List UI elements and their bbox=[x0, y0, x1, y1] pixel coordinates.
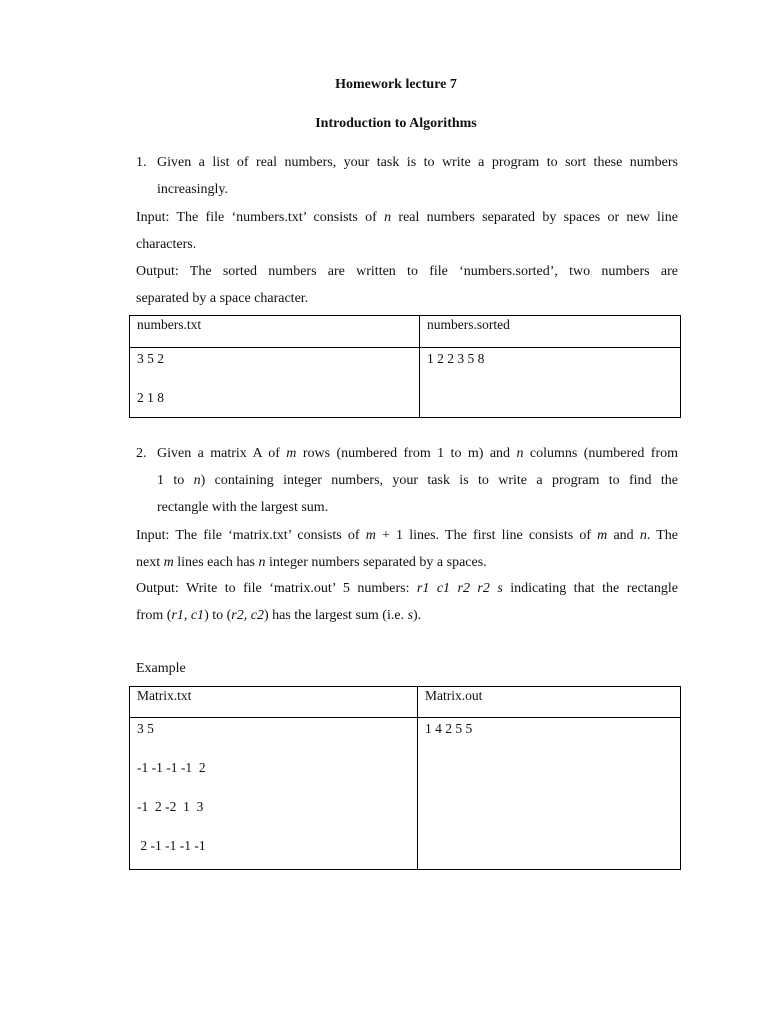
cell-line: 3 5 bbox=[137, 721, 154, 736]
cell-line: 2 1 8 bbox=[137, 390, 164, 405]
problem-1-line-2: increasingly. bbox=[157, 182, 229, 197]
problem-1-output-line-2: separated by a space character. bbox=[136, 291, 309, 306]
page-title: Homework lecture 7 bbox=[335, 77, 457, 92]
table-cell-output bbox=[420, 348, 681, 418]
problem-2-output-line-2: from (r1, c1) to (r2, c2) has the largest sum (i.e. s). bbox=[136, 608, 422, 623]
table-header-cell: Matrix.txt bbox=[130, 687, 418, 718]
cell-line: -1 -1 -1 -1 2 bbox=[137, 760, 206, 775]
page-subtitle: Introduction to Algorithms bbox=[315, 116, 477, 131]
problem-1-table bbox=[129, 315, 681, 418]
table-cell-input bbox=[130, 718, 418, 870]
cell-line: 1 2 2 3 5 8 bbox=[427, 351, 485, 366]
table-cell-output bbox=[418, 718, 681, 870]
cell-line: -1 2 -2 1 3 bbox=[137, 799, 204, 814]
table-header-cell: numbers.txt bbox=[130, 316, 420, 348]
table-row bbox=[130, 348, 681, 418]
cell-line: 3 5 2 bbox=[137, 351, 164, 366]
problem-2-line-1: Given a matrix A of m rows (numbered from 1 to m) and n columns (numbered from bbox=[157, 446, 679, 461]
problem-2-input-line-2: next m lines each has n integer numbers separated by a spaces. bbox=[136, 555, 487, 570]
problem-2-input-line-1: Input: The file ‘matrix.txt’ consists of m + 1 lines. The first line consists of m and n. The bbox=[136, 528, 679, 543]
problem-2-output-line-1: Output: Write to file ‘matrix.out’ 5 numbers: r1 c1 r2 r2 s indicating that the rectangle bbox=[136, 581, 678, 596]
table-cell-input bbox=[130, 348, 420, 418]
table-header-row bbox=[130, 687, 681, 718]
table-row bbox=[130, 718, 681, 870]
table-header-cell: Matrix.out bbox=[418, 687, 681, 718]
table-header-cell: numbers.sorted bbox=[420, 316, 681, 348]
cell-line: 2 -1 -1 -1 -1 bbox=[137, 838, 206, 853]
problem-2-table bbox=[129, 686, 681, 870]
problem-2-number: 2. bbox=[136, 446, 147, 461]
problem-1-number: 1. bbox=[136, 155, 147, 170]
problem-1-output-line-1: Output: The sorted numbers are written to file ‘numbers.sorted’, two numbers are bbox=[136, 264, 678, 279]
table-header-row bbox=[130, 316, 681, 348]
problem-1-line-1: Given a list of real numbers, your task is to write a program to sort these numbers bbox=[157, 155, 678, 170]
cell-line: 1 4 2 5 5 bbox=[425, 721, 473, 736]
problem-1-input-line-2: characters. bbox=[136, 237, 197, 252]
example-label: Example bbox=[136, 661, 186, 676]
problem-1-input-line-1: Input: The file ‘numbers.txt’ consists of n real numbers separated by spaces or new line bbox=[136, 210, 678, 225]
problem-2-line-3: rectangle with the largest sum. bbox=[157, 500, 329, 515]
problem-2-line-2: 1 to n) containing integer numbers, your task is to write a program to find the bbox=[157, 473, 678, 488]
